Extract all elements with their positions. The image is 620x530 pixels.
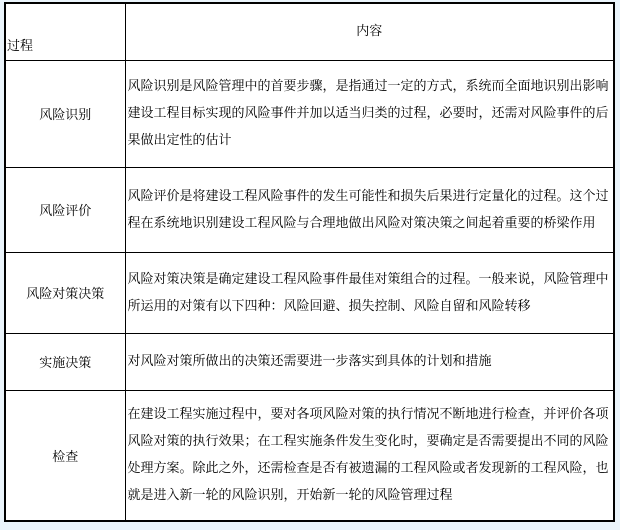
content-cell: 对风险对策所做出的决策还需要进一步落实到具体的计划和措施: [125, 333, 614, 390]
process-cell: 风险对策决策: [5, 252, 125, 333]
process-cell: 实施决策: [5, 333, 125, 390]
content-cell: 风险识别是风险管理中的首要步骤，是指通过一定的方式，系统而全面地识别出影响建设工程目标实现的风险事件并加以适当归类的过程，必要时，还需对风险事件的后果做出定性的估计: [125, 60, 614, 167]
content-cell: 在建设工程实施过程中，要对各项风险对策的执行情况不断地进行检查，并评价各项风险对策的执行效果；在工程实施条件发生变化时，要确定是否需要提出不同的风险处理方案。除此之外，还需检查是否有被遗漏的工程风险或者发现新的工程风险，也就是进入新一轮的风险识别，开始新一轮的风险管理过程: [125, 390, 614, 521]
table-header-row: [5, 3, 614, 60]
process-cell: 风险评价: [5, 167, 125, 252]
table-row-risk-identification: [5, 60, 614, 167]
table-row-risk-evaluation: [5, 167, 614, 252]
process-cell: 检查: [5, 390, 125, 521]
risk-management-process-table: [4, 2, 615, 522]
table-row-risk-countermeasure-decision: [5, 252, 614, 333]
column-header-process: 过程: [5, 3, 125, 60]
content-cell: 风险对策决策是确定建设工程风险事件最佳对策组合的过程。一般来说，风险管理中所运用的对策有以下四种：风险回避、损失控制、风险自留和风险转移: [125, 252, 614, 333]
content-cell: 风险评价是将建设工程风险事件的发生可能性和损失后果进行定量化的过程。这个过程在系统地识别建设工程风险与合理地做出风险对策决策之间起着重要的桥梁作用: [125, 167, 614, 252]
column-header-content: 内容: [125, 3, 614, 60]
table-row-implement-decision: [5, 333, 614, 390]
process-cell: 风险识别: [5, 60, 125, 167]
table-row-check: [5, 390, 614, 521]
